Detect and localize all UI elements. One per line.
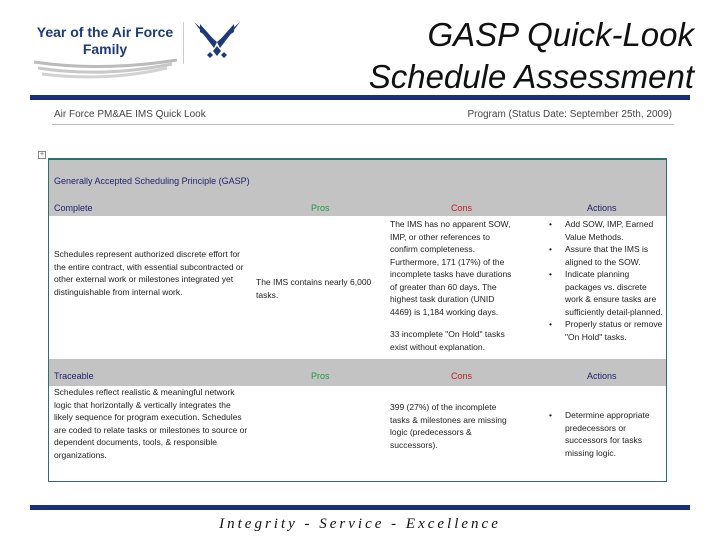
subheader-right: Program (Status Date: September 25th, 2009) (467, 109, 672, 120)
top-rule (30, 95, 690, 100)
gasp-table (48, 158, 667, 482)
expand-icon[interactable]: + (39, 151, 45, 158)
table-title: Generally Accepted Scheduling Principle (GASP) (54, 176, 250, 186)
page-title (369, 14, 694, 98)
cons-header: Cons (451, 371, 473, 381)
subheader-rule (52, 124, 674, 125)
subheader-left: Air Force PM&AE IMS Quick Look (54, 109, 206, 120)
action-item: • Determine appropriate predecessors or successors for tasks missing logic. (549, 409, 664, 459)
actions-header: Actions (587, 203, 617, 213)
section-name-complete: Complete (54, 203, 93, 213)
bottom-rule (30, 505, 690, 510)
footer-motto: Integrity - Service - Excellence (219, 516, 501, 532)
traceable-actions (549, 409, 664, 459)
traceable-description: Schedules reflect realistic & meaningful network logic that horizontally & vertically integrates the likely sequence for program execution. Schedules are coded to relate tasks or milestones to source or dependent documents, tools, & responsible organizations. (54, 387, 248, 460)
complete-pros: The IMS contains nearly 6,000 tasks. (256, 277, 372, 300)
title-line2: Schedule Assessment (368, 58, 694, 95)
title-line1: GASP Quick-Look (427, 16, 694, 53)
action-item: • Assure that the IMS is aligned to the SOW. (549, 243, 664, 268)
table-header (49, 160, 666, 216)
cons-item: The IMS has no apparent SOW, IMP, or other references to confirm completeness. Furthermore, 171 (17%) of the incomplete tasks have durations of greater than 60 days. The highest task duration (UNID 4469) is 1,184 working days. (390, 219, 512, 317)
complete-description: Schedules represent authorized discrete effort for the entire contract, with essential subcontracted or other external work or milestones integrated yet distinguishable from internal work. (54, 249, 244, 297)
swoosh-icon (32, 58, 182, 80)
pros-header: Pros (311, 371, 330, 381)
traceable-cons: 399 (27%) of the incomplete tasks & milestones are missing logic (predecessors & successors). (390, 402, 507, 450)
logo-divider (183, 22, 184, 64)
actions-header: Actions (587, 371, 617, 381)
cons-item: 33 incomplete "On Hold" tasks exist without explanation. (390, 329, 505, 352)
section-header-traceable (49, 359, 666, 386)
action-item: • Properly status or remove "On Hold" tasks. (549, 318, 664, 343)
pros-header: Pros (311, 203, 330, 213)
logo-text (30, 24, 180, 58)
logo-line2: Family (82, 41, 128, 57)
air-force-symbol-icon (192, 20, 242, 62)
section-name-traceable: Traceable (54, 371, 94, 381)
complete-cons (390, 218, 518, 353)
cons-header: Cons (451, 203, 473, 213)
action-item: • Indicate planning packages vs. discrete work & ensure tasks are sufficiently detail-planned. (549, 268, 664, 318)
logo-line1: Year of the Air Force (36, 24, 174, 40)
action-item: • Add SOW, IMP, Earned Value Methods. (549, 218, 664, 243)
complete-actions (549, 218, 664, 343)
